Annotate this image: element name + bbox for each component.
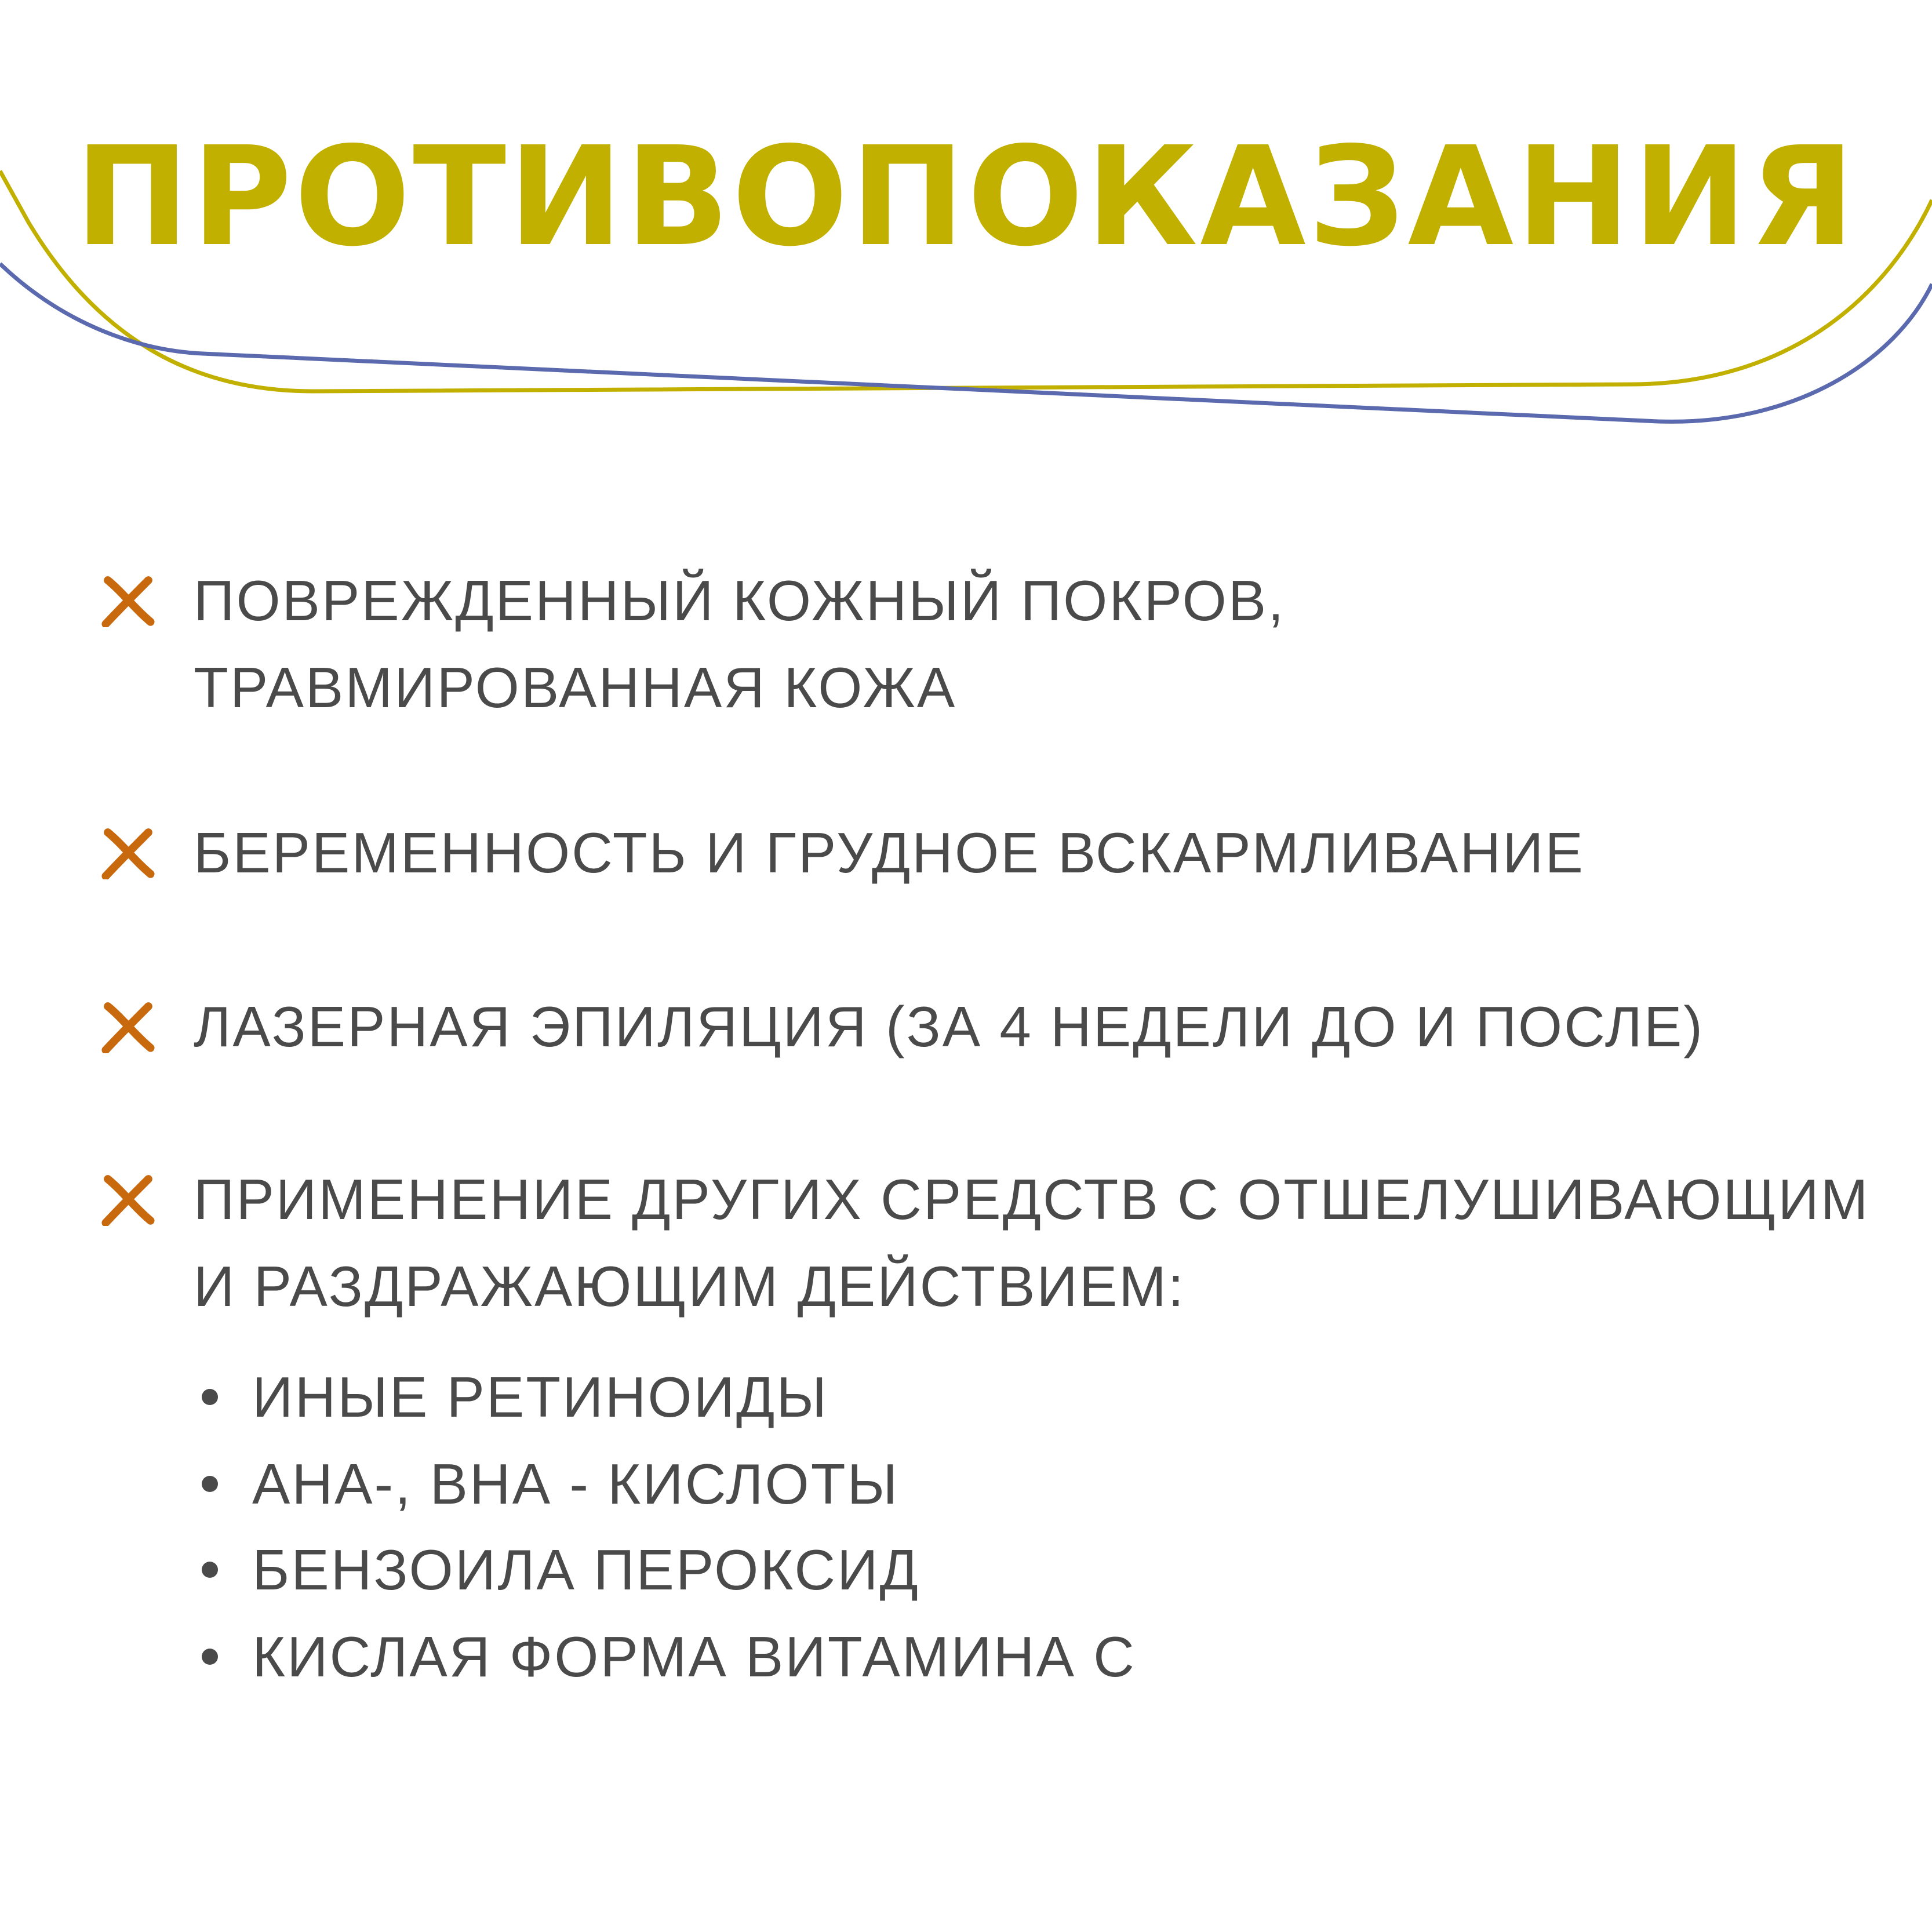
sub-list-item-text: КИСЛАЯ ФОРМА ВИТАМИНА С	[252, 1625, 1136, 1689]
bullet-dot-icon	[202, 1649, 218, 1665]
x-mark-icon	[101, 1173, 155, 1226]
x-mark-icon	[101, 574, 155, 627]
bullet-dot-icon	[202, 1476, 218, 1492]
bullet-dot-icon	[202, 1562, 218, 1578]
sub-list-item-text: БЕНЗОИЛА ПЕРОКСИД	[252, 1538, 920, 1602]
blue-curve-line	[0, 264, 1932, 421]
x-mark-icon	[101, 1000, 155, 1053]
sub-list-item-text: АНА-, ВНА - КИСЛОТЫ	[252, 1452, 900, 1516]
list-item-text: ТРАВМИРОВАННАЯ КОЖА	[194, 656, 957, 719]
list-item-text: ПОВРЕЖДЕННЫЙ КОЖНЫЙ ПОКРОВ,	[194, 569, 1286, 632]
list-item-text: ПРИМЕНЕНИЕ ДРУГИХ СРЕДСТВ С ОТШЕЛУШИВАЮЩИМ	[194, 1167, 1870, 1231]
sub-list-item-text: ИНЫЕ РЕТИНОИДЫ	[252, 1365, 829, 1429]
bullet-dot-icon	[202, 1389, 218, 1405]
list-item-text: БЕРЕМЕННОСТЬ И ГРУДНОЕ ВСКАРМЛИВАНИЕ	[194, 821, 1585, 885]
page-title: ПРОТИВОПОКАЗАНИЯ	[75, 117, 1857, 276]
x-mark-icon	[101, 826, 155, 879]
list-item-text: И РАЗДРАЖАЮЩИМ ДЕЙСТВИЕМ:	[194, 1254, 1186, 1318]
list-item-text: ЛАЗЕРНАЯ ЭПИЛЯЦИЯ (ЗА 4 НЕДЕЛИ ДО И ПОСЛЕ)	[194, 995, 1704, 1058]
